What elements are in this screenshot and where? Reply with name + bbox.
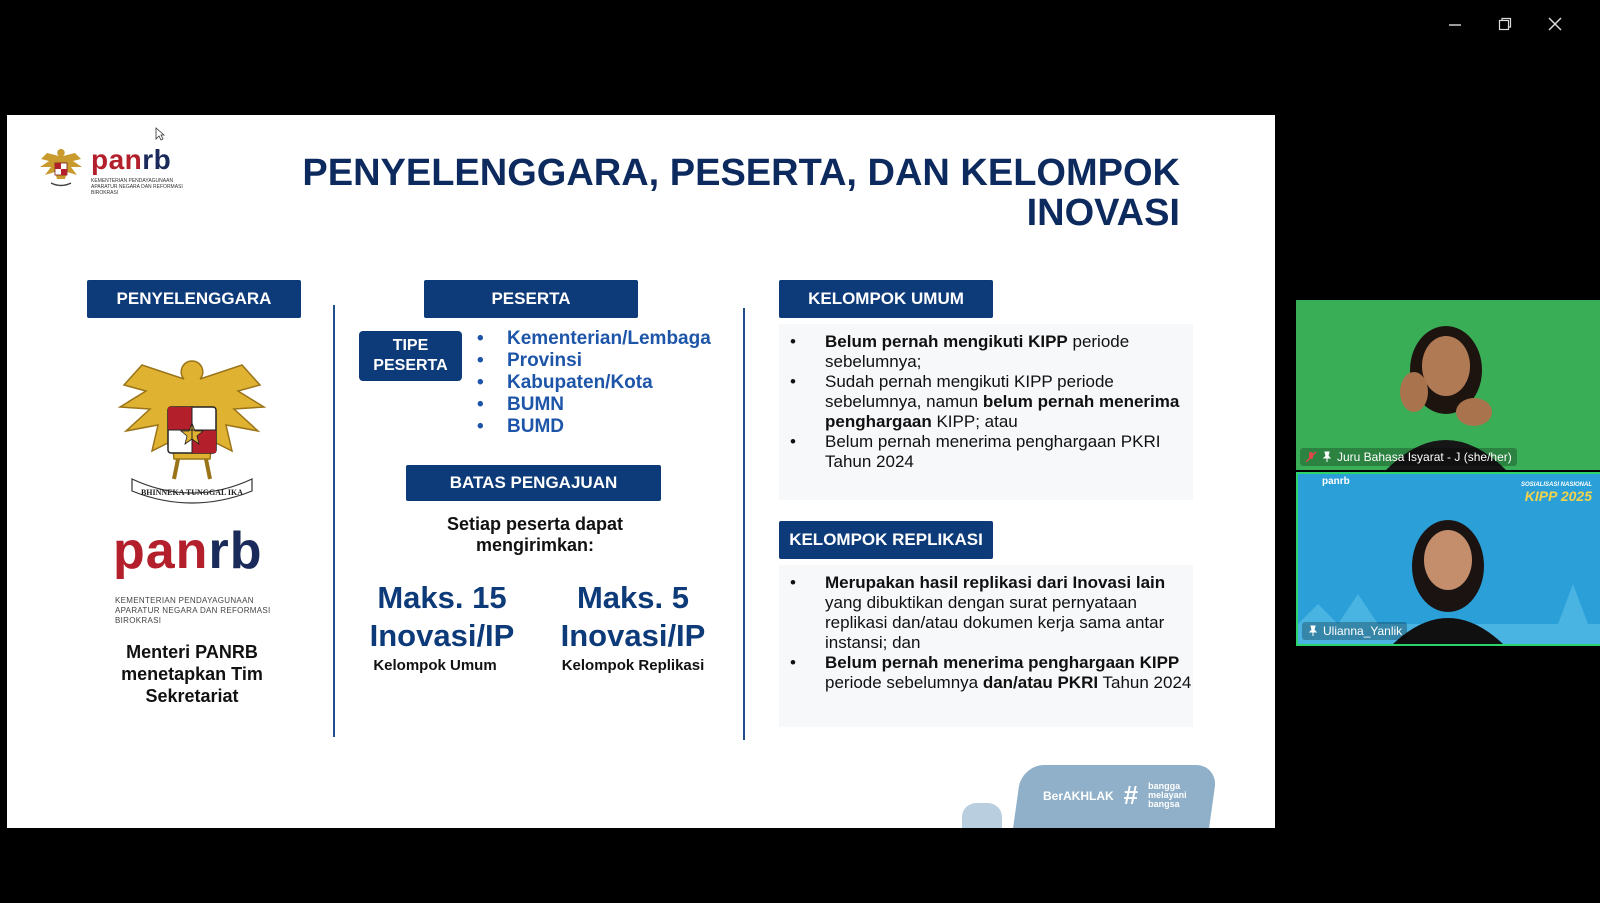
- panrb-subtitle-large: KEMENTERIAN PENDAYAGUNAAN APARATUR NEGARA DAN REFORMASI BIROKRASI: [115, 596, 271, 625]
- rep-2-bold2: dan/atau PKRI: [982, 673, 1099, 692]
- panrb-logo-small: [37, 145, 186, 197]
- close-icon: [1548, 17, 1562, 31]
- big-word-red: pan: [113, 522, 209, 580]
- umum-item-3: • Belum pernah menerima penghargaan PKRI Tahun 2024: [779, 432, 1193, 472]
- umum-item-1: [779, 332, 1193, 372]
- rep-1-rest: yang dibuktikan dengan surat pernyataan replikasi dan/atau dokumen kerja sama antar instansi; dan: [825, 593, 1165, 652]
- berakhlak-label: BerAKHLAK: [1043, 788, 1114, 803]
- mouse-cursor-icon: [155, 127, 165, 141]
- bangga-2: melayani: [1148, 790, 1187, 800]
- menteri-text: Menteri PANRB menetapkan Tim Sekretariat: [121, 642, 263, 706]
- slide-title: [302, 153, 1180, 233]
- setiap-peserta-text: Setiap peserta dapat mengirimkan:: [446, 514, 624, 555]
- maks-umum-caption: Kelompok Umum: [373, 657, 497, 674]
- participant-tile-speaker[interactable]: [1296, 472, 1600, 646]
- pin-icon: [1307, 625, 1319, 637]
- umum-1-bold: Belum pernah mengikuti KIPP: [825, 332, 1068, 351]
- hashtag-symbol: #: [1123, 780, 1139, 810]
- minimize-icon: [1448, 17, 1462, 31]
- list-item: • Kementerian/Lembaga: [477, 328, 711, 350]
- divider-2: [743, 308, 745, 740]
- peserta-header: PESERTA: [424, 280, 638, 318]
- umum-2-post: KIPP; atau: [931, 412, 1018, 431]
- tipe-label-2: PESERTA: [373, 357, 448, 374]
- umum-1-rest: periode sebelumnya;: [825, 332, 1130, 371]
- kelompok-replikasi-panel: [779, 565, 1193, 727]
- close-button[interactable]: [1537, 8, 1573, 40]
- list-item: • Provinsi: [477, 350, 711, 372]
- participant-tile-interpreter[interactable]: [1296, 300, 1600, 470]
- batas-pengajuan-header: BATAS PENGAJUAN: [406, 465, 661, 501]
- restore-icon: [1498, 17, 1512, 31]
- maks-umum-line2: Inovasi/IP: [369, 618, 515, 653]
- shared-slide: [7, 115, 1275, 828]
- garuda-motto: BHINNEKA TUNGGAL IKA: [140, 488, 244, 497]
- tipe-peserta-list: [477, 328, 711, 438]
- replikasi-item-1: [779, 573, 1193, 653]
- logo-wordmark: [91, 145, 186, 175]
- umum-item-2: [779, 372, 1193, 432]
- penyelenggara-header: PENYELENGGARA: [87, 280, 301, 318]
- logo-subtitle: KEMENTERIAN PENDAYAGUNAAN APARATUR NEGARA DAN REFORMASI BIROKRASI: [91, 178, 183, 196]
- slide-title-line1: PENYELENGGARA, PESERTA, DAN KELOMPOK: [302, 152, 1180, 194]
- event-title: KIPP 2025: [1524, 488, 1592, 504]
- umum-2-bold: belum pernah menerima penghargaan: [825, 392, 1180, 431]
- restore-button[interactable]: [1487, 8, 1523, 40]
- big-word-blue: rb: [208, 522, 263, 580]
- list-item: • Kabupaten/Kota: [477, 372, 711, 394]
- participant-name: Juru Bahasa Isyarat - J (she/her): [1337, 450, 1512, 464]
- replikasi-item-2: [779, 653, 1193, 693]
- panrb-logo-mini: panrb: [1322, 476, 1350, 487]
- kelompok-umum-header: KELOMPOK UMUM: [779, 280, 993, 318]
- divider-1: [333, 305, 335, 737]
- kelompok-replikasi-header: KELOMPOK REPLIKASI: [779, 521, 993, 559]
- umum-2-pre: Sudah pernah mengikuti KIPP periode sebelumnya, namun: [825, 372, 1114, 411]
- logo-word-blue: rb: [142, 144, 172, 175]
- interpreter-namebar: [1300, 448, 1517, 466]
- speaker-namebar: [1302, 622, 1407, 640]
- berakhlak-badge-text: [1043, 780, 1187, 811]
- mic-muted-icon: [1305, 451, 1317, 463]
- rep-2-post: Tahun 2024: [1098, 673, 1192, 692]
- logo-word-red: pan: [91, 144, 143, 175]
- participant-name: Ulianna_Yanlik: [1323, 624, 1403, 638]
- maks-umum: [357, 579, 527, 655]
- bangga-3: bangsa: [1148, 799, 1180, 809]
- maks-rep-line2: Inovasi/IP: [560, 618, 706, 653]
- interpreter-video: [1296, 300, 1600, 470]
- bangga-1: bangga: [1148, 781, 1181, 791]
- slide-title-line2: INOVASI: [1026, 192, 1180, 234]
- list-item: • BUMD: [477, 416, 711, 438]
- maks-rep-line1: Maks. 5: [576, 580, 689, 615]
- tipe-label-1: TIPE: [392, 337, 429, 354]
- rep-2-mid: periode sebelumnya: [825, 673, 983, 692]
- panrb-wordmark-large: [113, 523, 262, 579]
- garuda-icon: [37, 145, 85, 197]
- rep-1-bold: Merupakan hasil replikasi dari Inovasi lain: [825, 573, 1166, 592]
- tipe-peserta-badge: [359, 331, 462, 381]
- maks-replikasi-caption: Kelompok Replikasi: [561, 657, 705, 674]
- list-item: • BUMN: [477, 394, 711, 416]
- maks-umum-line1: Maks. 15: [377, 580, 507, 615]
- pin-icon: [1321, 451, 1333, 463]
- minimize-button[interactable]: [1437, 8, 1473, 40]
- event-label: SOSIALISASI NASIONAL: [1520, 482, 1592, 488]
- maks-replikasi: [548, 579, 718, 655]
- kelompok-umum-panel: [779, 324, 1193, 500]
- rep-2-bold: Belum pernah menerima penghargaan KIPP: [825, 653, 1180, 672]
- badge-shape-small: [962, 803, 1002, 828]
- garuda-pancasila-emblem: [112, 355, 272, 515]
